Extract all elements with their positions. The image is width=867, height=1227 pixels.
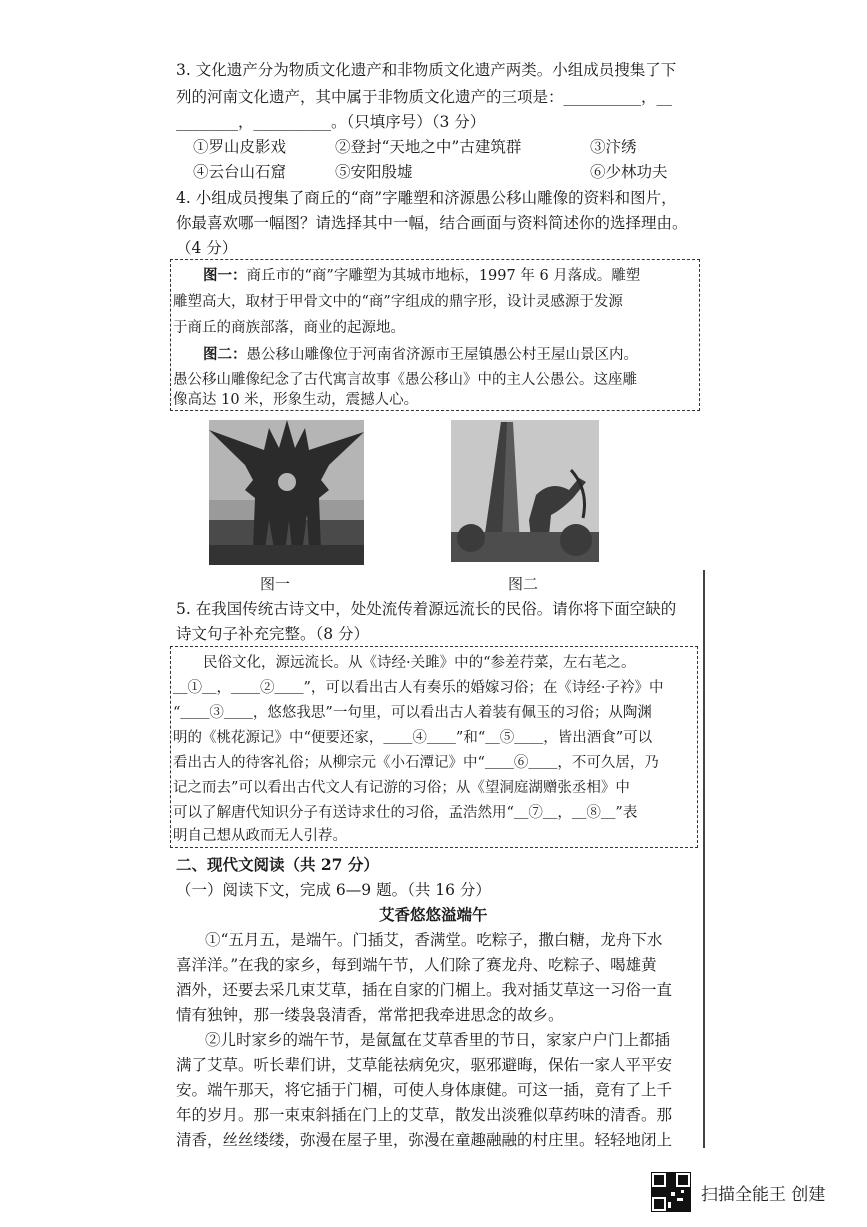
margin-rule: [703, 570, 705, 1148]
article-line-4: 情有独钟，那一缕袅袅清香，常常把我牵进思念的故乡。: [176, 1006, 564, 1024]
q4-box-p1-l1: [203, 264, 640, 288]
figure-2-caption: 图二: [508, 575, 539, 593]
q5-line-1: 5. 在我国传统古诗文中，处处流传着源远流长的民俗。请你将下面空缺的: [176, 600, 677, 618]
q5-box-line-2: ＿①＿，＿＿②＿＿”，可以看出古人有奏乐的婚嫁习俗；在《诗经·子衿》中: [173, 680, 664, 696]
figure-2-yugong-statue: [451, 420, 599, 562]
q3-line-3: ________，__________。（只填序号）（3 分）: [176, 113, 486, 131]
q5-box-line-6: 记之而去”可以看出古代文人有记游的习俗；从《望洞庭湖赠张丞相》中: [173, 780, 630, 796]
article-line-6: 满了艾草。听长辈们讲，艾草能祛病免灾，驱邪避晦，保佑一家人平平安: [176, 1056, 673, 1074]
q4-material-box: [170, 259, 700, 411]
fig1-text-1: 商丘市的“商”字雕塑为其城市地标，1997 年 6 月落成。雕塑: [246, 268, 641, 284]
q3-line-1: 3. 文化遗产分为物质文化遗产和非物质文化遗产两类。小组成员搜集了下: [176, 61, 677, 79]
qr-code-icon: [651, 1172, 691, 1212]
section-2-heading: 二、现代文阅读（共 27 分）: [176, 855, 379, 874]
article-line-1: ①“五月五，是端午。门插艾，香满堂。吃粽子，撒白糖，龙舟下水: [205, 931, 663, 949]
q4-box-p1-l3: 于商丘的商族部落，商业的起源地。: [173, 320, 405, 336]
q3-option-5: ⑤安阳殷墟: [335, 163, 413, 181]
fig2-text-1: 愚公移山雕像位于河南省济源市王屋镇愚公村王屋山景区内。: [246, 347, 638, 363]
q3-option-6: ⑥少林功夫: [590, 163, 668, 181]
yugong-statue-image: [451, 420, 599, 562]
q3-option-2: ②登封“天地之中”古建筑群: [335, 138, 522, 156]
q3-option-1: ①罗山皮影戏: [193, 138, 287, 156]
watermark-text: 扫描全能王 创建: [701, 1184, 826, 1205]
q3-line-2: 列的河南文化遗产，其中属于非物质文化遗产的三项是：__________，__: [176, 88, 673, 106]
q5-box-line-7: 可以了解唐代知识分子有送诗求仕的习俗，孟浩然用“＿⑦＿，＿⑧＿”表: [173, 805, 638, 821]
q5-box-line-4: 明的《桃花源记》中“便要还家，＿＿④＿＿”和“＿⑤＿＿，皆出酒食”可以: [173, 730, 653, 746]
q5-box-line-8: 明自己想从政而无人引荐。: [173, 828, 347, 844]
section-2-subheading: （一）阅读下文，完成 6—9 题。（共 16 分）: [176, 881, 491, 899]
q3-option-3: ③汴绣: [590, 138, 637, 156]
figure-1-shang-sculpture: [209, 420, 364, 565]
article-line-2: 喜洋洋。”在我的家乡，每到端午节，人们除了赛龙舟、吃粽子、喝雄黄: [176, 956, 657, 974]
article-line-3: 酒外，还要去采几束艾草，插在自家的门楣上。我对插艾草这一习俗一直: [176, 981, 673, 999]
article-line-9: 清香，丝丝缕缕，弥漫在屋子里，弥漫在童趣融融的村庄里。轻轻地闭上: [176, 1131, 673, 1149]
q5-box-line-5: 看出古人的待客礼俗；从柳宗元《小石潭记》中“＿＿⑥＿＿，不可久居，乃: [173, 755, 659, 771]
q4-box-p1-l2: 雕塑高大，取材于甲骨文中的“商”字组成的鼎字形，设计灵感源于发源: [173, 294, 623, 310]
scanner-watermark: [651, 1170, 825, 1214]
q4-box-p2-l1: [203, 343, 638, 367]
fig2-label: 图二：: [203, 346, 247, 363]
q4-box-p2-l3: 像高达 10 米，形象生动，震撼人心。: [173, 392, 419, 408]
q4-line-3: （4 分）: [176, 239, 238, 257]
q3-option-4: ④云台山石窟: [193, 163, 287, 181]
shang-sculpture-image: [209, 420, 364, 565]
q5-poem-box: [170, 646, 698, 848]
q4-line-1: 4. 小组成员搜集了商丘的“商”字雕塑和济源愚公移山雕像的资料和图片，: [176, 189, 677, 207]
q4-box-p2-l2: 愚公移山雕像纪念了古代寓言故事《愚公移山》中的主人公愚公。这座雕: [173, 372, 637, 388]
q5-line-2: 诗文句子补充完整。（8 分）: [176, 625, 370, 643]
fig1-label: 图一：: [203, 267, 247, 284]
figure-1-caption: 图一: [260, 575, 291, 593]
q5-box-line-3: “＿＿③＿＿，悠悠我思”一句里，可以看出古人着装有佩玉的习俗；从陶渊: [173, 705, 652, 721]
article-line-7: 安。端午那天，将它插于门楣，可使人身体康健。可这一插，竟有了上千: [176, 1081, 673, 1099]
article-title: 艾香悠悠溢端午: [379, 905, 488, 924]
article-line-5: ②儿时家乡的端午节，是氤氲在艾草香里的节日，家家户户门上都插: [205, 1031, 671, 1049]
article-line-8: 年的岁月。那一束束斜插在门上的艾草，散发出淡雅似草药味的清香。那: [176, 1106, 673, 1124]
q4-line-2: 你最喜欢哪一幅图？请选择其中一幅，结合画面与资料简述你的选择理由。: [176, 214, 688, 232]
q5-box-line-1: 民俗文化，源远流长。从《诗经·关雎》中的“参差荇菜，左右芼之。: [203, 655, 636, 671]
